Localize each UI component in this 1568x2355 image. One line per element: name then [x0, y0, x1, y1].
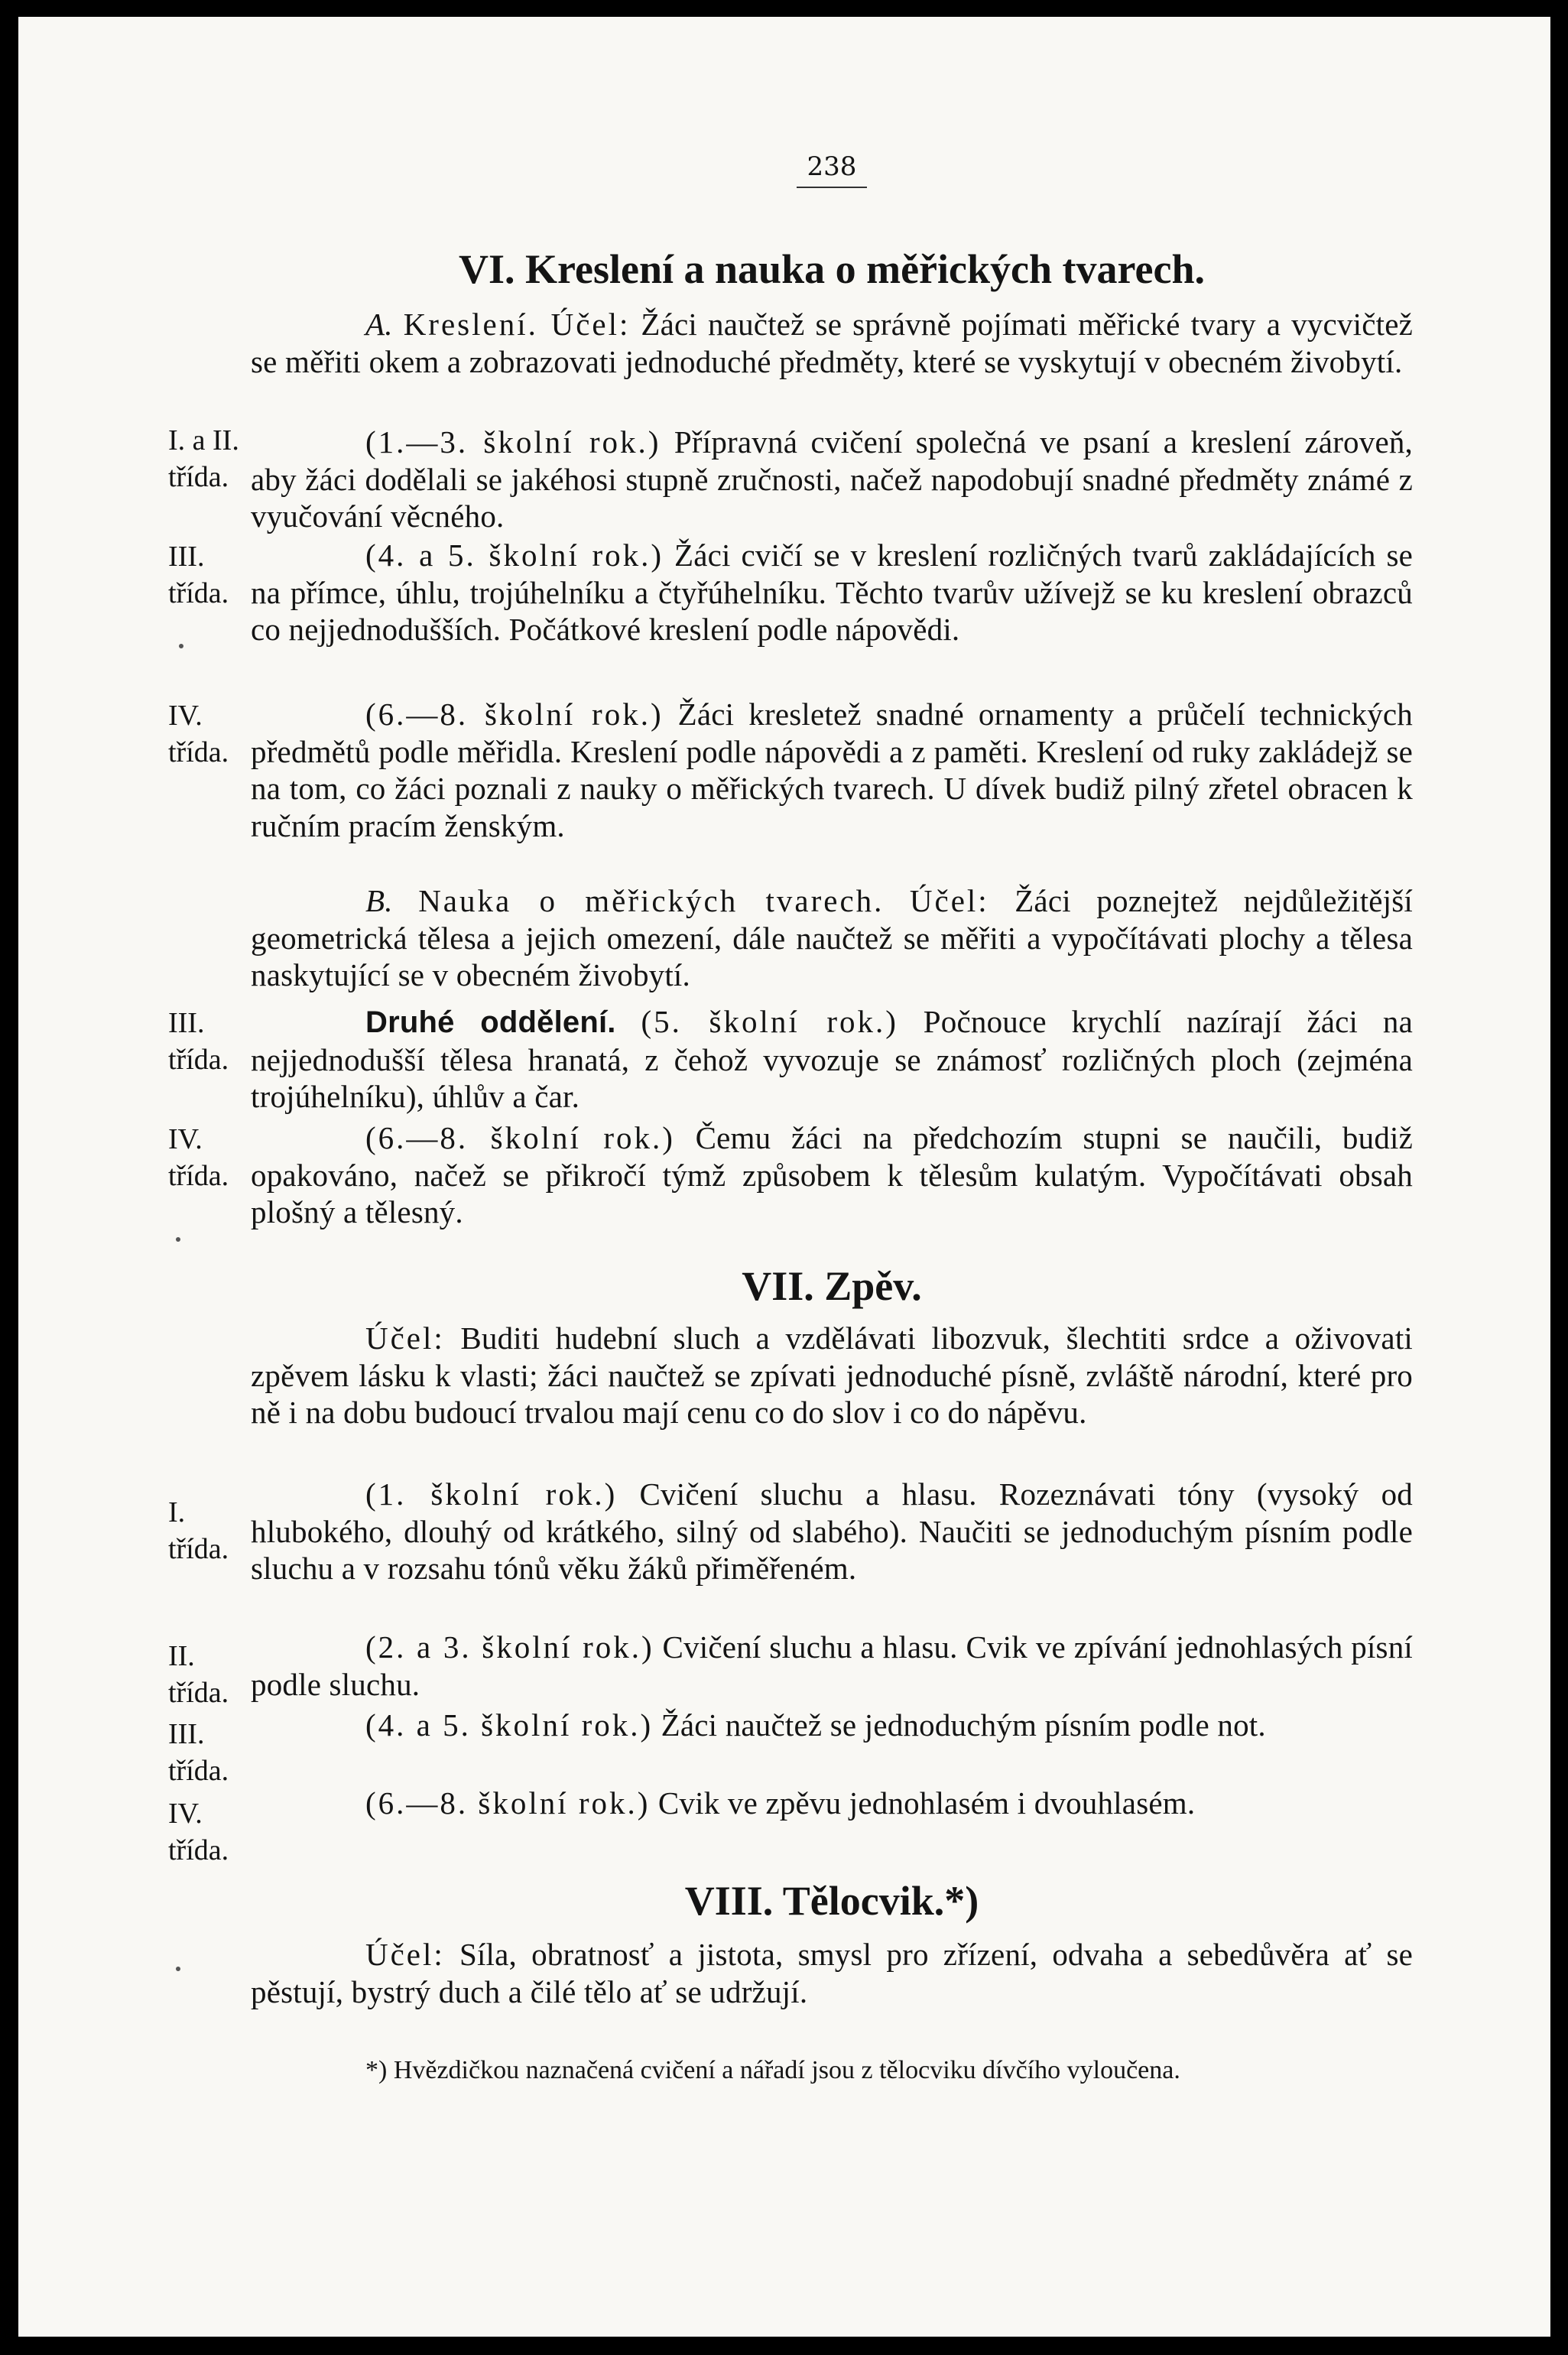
paragraph-text: Přípravná cvičení společná ve psaní a kreslení zároveň, aby žáci dodělali se jakéhosi stupně zručnosti, načež napodobují snadné předměty známé z vyučování věcného.: [251, 424, 1414, 534]
page-number: 238: [797, 151, 867, 188]
paragraph-text: Cvik ve zpěvu jednohlasém i dvouhlasém.: [657, 1785, 1196, 1821]
school-years: (4. a 5. školní rok.): [365, 538, 664, 573]
section-heading-gymnastics: VIII. Tělocvik.*): [684, 1878, 979, 1924]
paragraph-drawing-grade-4: [251, 696, 1413, 844]
paragraph-measuring-grade-3: [251, 1003, 1413, 1116]
division-label: Druhé oddělení.: [365, 1005, 616, 1039]
paragraph-text: Žáci naučtež se jednoduchým písním podle not.: [661, 1707, 1266, 1743]
aim-label: Účel:: [365, 1320, 445, 1356]
paragraph-text: Čemu žáci na předchozím stupni se naučili, budiž opakováno, načež se přikročí týmž způsobem k tělesům kulatým. Vypočítávati obsah plošný a tělesný.: [251, 1120, 1414, 1229]
paragraph-text: Počnouce krychlí nazírají žáci na nejjednodušší tělesa hranatá, z čehož vyvozuje se známosť rozličných ploch (zejména trojúhelníku), úhlův a čar.: [251, 1004, 1414, 1114]
subsection-label-a: Kreslení. Účel:: [403, 307, 631, 342]
aim-label: Účel:: [365, 1937, 445, 1972]
school-years: (1.—3. školní rok.): [365, 424, 661, 460]
paragraph-singing-grade-4: [251, 1785, 1413, 1822]
aim-label: Účel:: [909, 883, 989, 918]
paragraph-text: Cvičení sluchu a hlasu. Cvik ve zpívání jednohlasých písní podle sluchu.: [251, 1629, 1413, 1702]
margin-note-grade-1-2: I. a II. třída.: [168, 424, 239, 493]
paragraph-drawing-grade-3: [251, 537, 1413, 648]
paragraph-gymnastics-intro: [251, 1936, 1413, 2010]
paragraph-text: Žáci poznejtež nejdůležitější geometrická tělesa a jejich omezení, dále naučtež se měřiti a vypočítávati plochy a tělesa naskytující se v obecném živobytí.: [251, 883, 1414, 992]
scan-speck: [176, 1967, 180, 1971]
paragraph-singing-intro: [251, 1320, 1413, 1431]
school-years: (6.—8. školní rok.): [365, 697, 664, 732]
margin-note-grade-3: III. třída.: [168, 1718, 229, 1787]
paragraph-singing-grade-2: [251, 1629, 1413, 1703]
paragraph-singing-grade-1: [251, 1476, 1413, 1587]
paragraph-text: Žáci kresletež snadné ornamenty a průčelí technických předmětů podle měřidla. Kreslení podle nápovědi a z paměti. Kreslení od ruky zakládejž se na tom, co žáci poznali z nauky o měřických tvarech. U dívek budiž pilný zřetel obracen k ručním pracím ženským.: [251, 697, 1413, 843]
margin-note-grade-4: IV. třída.: [168, 1798, 229, 1866]
subsection-letter-a: A.: [365, 307, 393, 342]
margin-note-grade-4: IV. třída.: [168, 700, 229, 768]
section-heading-drawing: VI. Kreslení a nauka o měřických tvarech.: [459, 246, 1205, 292]
paragraph-text: Buditi hudební sluch a vzdělávati libozvuk, šlechtiti srdce a oživovati zpěvem lásku k vlasti; žáci naučtež se zpívati jednoduché písně, zvláště národní, které pro ně i na dobu budoucí trvalou mají cenu co do slov i co do nápěvu.: [251, 1320, 1414, 1430]
paragraph-text: Cvičení sluchu a hlasu. Rozeznávati tóny (vysoký od hlubokého, dlouhý od krátkého, silný od slabého). Naučiti se jednoduchým písním podle sluchu a v rozsahu tónů věku žáků přiměřeném.: [251, 1476, 1414, 1586]
paragraph-text: Žáci naučtež se správně pojímati měřické tvary a vycvičtež se měřiti okem a zobrazovati jednoduché předměty, které se vyskytují v obecném živobytí.: [251, 307, 1414, 379]
paragraph-text: Žáci cvičí se v kreslení rozličných tvarů zakládajících se na přímce, úhlu, trojúhelníku a čtyřúhelníku. Těchto tvarův užívejž se ku kreslení obrazců co nejjednodušších. Počátkové kreslení podle nápovědi.: [251, 538, 1413, 647]
paragraph-measuring-grade-4: [251, 1119, 1413, 1231]
paragraph-text: Síla, obratnosť a jistota, smysl pro zřízení, odvaha a sebedůvěra ať se pěstují, bystrý duch a čilé tělo ať se udržují.: [251, 1937, 1413, 2009]
subsection-label-b: Nauka o měřických tvarech.: [418, 883, 885, 918]
margin-note-grade-1: I. třída.: [168, 1496, 229, 1565]
margin-note-grade-3: III. třída.: [168, 541, 229, 609]
school-years: (1. školní rok.): [365, 1476, 618, 1512]
paragraph-singing-grade-3: [251, 1707, 1413, 1744]
paragraph-measuring-intro: [251, 882, 1413, 994]
paragraph-drawing-grade-1-2: [251, 424, 1413, 535]
margin-note-grade-3: III. třída.: [168, 1007, 229, 1076]
school-years: (6.—8. školní rok.): [365, 1120, 675, 1155]
school-years: (4. a 5. školní rok.): [365, 1707, 654, 1743]
subsection-letter-b: B.: [365, 883, 393, 918]
scan-speck: [176, 1237, 180, 1242]
school-years: (2. a 3. školní rok.): [365, 1629, 654, 1665]
section-heading-singing: VII. Zpěv.: [742, 1263, 922, 1309]
school-years: (6.—8. školní rok.): [365, 1785, 651, 1821]
school-years: (5. školní rok.): [641, 1004, 898, 1039]
margin-note-grade-4: IV. třída.: [168, 1123, 229, 1192]
paragraph-drawing-intro: [251, 306, 1413, 380]
document-page: [18, 17, 1550, 2337]
scan-speck: [179, 644, 183, 648]
margin-note-grade-2: II. třída.: [168, 1640, 229, 1709]
footnote: *) Hvězdičkou naznačená cvičení a nářadí jsou z tělocviku dívčího vyloučena.: [365, 2056, 1180, 2084]
